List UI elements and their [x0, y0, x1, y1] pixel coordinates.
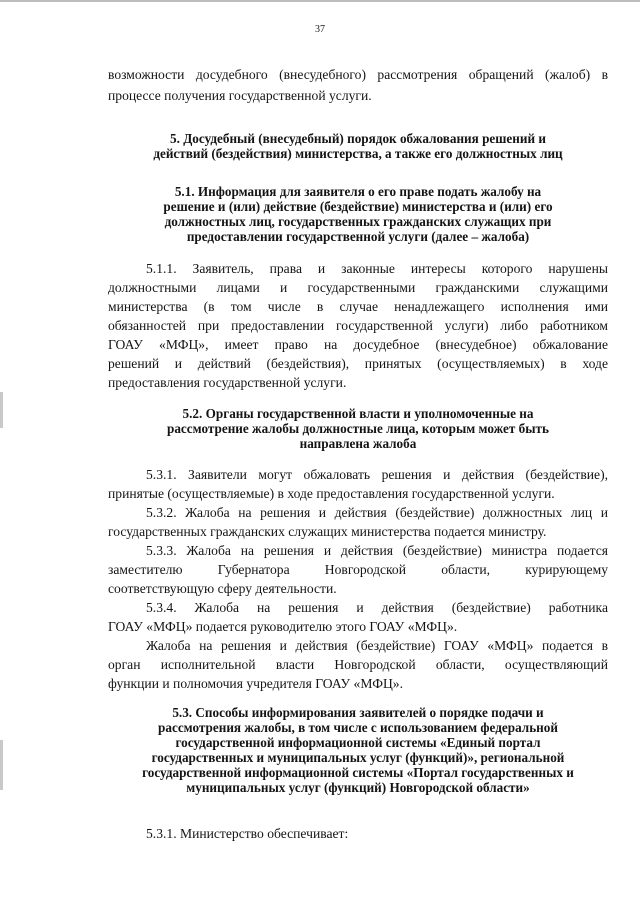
para-mfc-line-3: функции и полномочия учредителя ГОАУ «МФЦ».: [108, 676, 403, 691]
para-5-3-3-line-3: соответствующую сферу деятельности.: [108, 581, 337, 596]
intro-line-1: возможности досудебного (внесудебного) рассмотрения обращений (жалоб) в: [108, 67, 608, 82]
section-5-2-heading-line-1: 5.2. Органы государственной власти и уполномоченные на: [182, 406, 534, 421]
scan-left-edge-lower: [0, 740, 3, 790]
para-5-3-4-line-2: ГОАУ «МФЦ» подается руководителю этого ГОАУ «МФЦ».: [108, 619, 458, 634]
para-5-3-3-line-2: заместителю Губернатора Новгородской области, курирующему: [108, 562, 608, 577]
para-mfc-line-2: орган исполнительной власти Новгородской области, осуществляющий: [108, 657, 608, 672]
para-5-3-1-a-line-2: принятые (осуществляемые) в ходе предоставления государственной услуги.: [108, 486, 555, 501]
para-5-1-1-line-6: решений и действий (бездействия), принятых (осуществляемых) в ходе: [108, 356, 608, 371]
para-5-1-1-line-7: предоставления государственной услуги.: [108, 375, 347, 390]
section-5-heading-line-2: действий (бездействия) министерства, а также его должностных лиц: [153, 146, 563, 161]
section-5-3-heading-line-3: государственной информационной системы «Единый портал: [175, 735, 541, 750]
para-5-1-1-line-3: министерства (в том числе в случае ненадлежащего исполнения ими: [108, 299, 608, 314]
para-5-3-2-line-1: 5.3.2. Жалоба на решения и действия (бездействие) должностных лиц и: [146, 505, 608, 520]
section-5-1-heading-line-3: должностных лиц, государственных гражданских служащих при: [164, 214, 552, 229]
section-5-1-heading-line-1: 5.1. Информация для заявителя о его праве подать жалобу на: [174, 184, 542, 199]
scan-top-edge: [0, 0, 640, 2]
para-mfc-line-1: Жалоба на решения и действия (бездействие) ГОАУ «МФЦ» подается в: [146, 638, 608, 653]
intro-line-2: процессе получения государственной услуги.: [108, 88, 372, 103]
scan-left-edge-upper: [0, 392, 3, 428]
section-5-2-heading-line-3: направлена жалоба: [299, 436, 417, 451]
para-5-1-1-line-5: ГОАУ «МФЦ», имеет право на досудебное (внесудебное) обжалование: [108, 337, 608, 352]
section-5-3-heading-line-2: рассмотрения жалобы, в том числе с использованием федеральной: [158, 720, 558, 735]
para-5-1-1-line-2: должностными лицами и государственными гражданскими служащими: [108, 280, 608, 295]
section-5-3-heading-line-1: 5.3. Способы информирования заявителей о порядке подачи и: [172, 705, 544, 720]
para-5-1-1-line-4: обязанностей при предоставлении государственной услуги) либо работником: [108, 318, 608, 333]
section-5-heading-line-1: 5. Досудебный (внесудебный) порядок обжалования решений и: [170, 131, 546, 146]
page-number: 37: [315, 24, 325, 35]
para-5-3-3-line-1: 5.3.3. Жалоба на решения и действия (бездействие) министра подается: [146, 543, 608, 558]
para-5-3-4-line-1: 5.3.4. Жалоба на решения и действия (бездействие) работника: [146, 600, 608, 615]
para-5-3-2-line-2: государственных гражданских служащих министерства подается министру.: [108, 524, 547, 539]
section-5-1-heading-line-2: решение и (или) действие (бездействие) министерства и (или) его: [163, 199, 553, 214]
para-5-1-1-line-1: 5.1.1. Заявитель, права и законные интересы которого нарушены: [146, 261, 608, 276]
section-5-1-heading-line-4: предоставлении государственной услуги (далее – жалоба): [186, 229, 530, 244]
para-5-3-1-a-line-1: 5.3.1. Заявители могут обжаловать решения и действия (бездействие),: [146, 467, 608, 482]
section-5-2-heading-line-2: рассмотрение жалобы должностные лица, которым может быть: [167, 421, 549, 436]
section-5-3-heading-line-6: муниципальных услуг (функций) Новгородской области»: [186, 780, 530, 795]
section-5-3-heading-line-5: государственной информационной системы «Портал государственных и: [142, 765, 574, 780]
section-5-3-heading-line-4: государственных и муниципальных услуг (функций)», региональной: [151, 750, 565, 765]
para-5-3-1-b: 5.3.1. Министерство обеспечивает:: [146, 826, 349, 841]
